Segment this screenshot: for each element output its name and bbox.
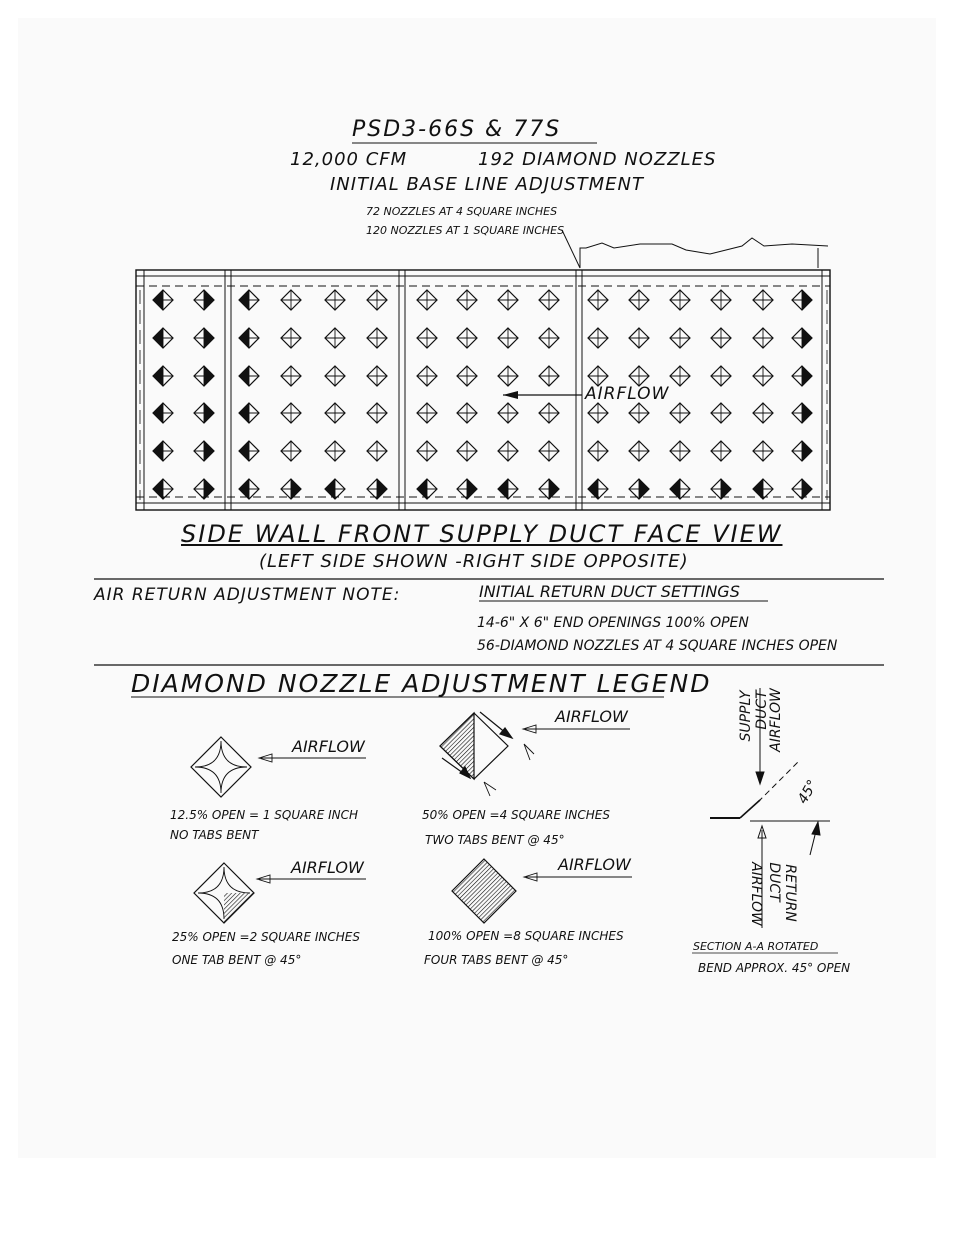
nozzle-diamond — [711, 441, 731, 461]
nozzle-diamond — [367, 479, 387, 499]
legend-open-text: 100% OPEN =8 SQUARE INCHES — [428, 929, 624, 943]
break-line — [580, 238, 828, 268]
nozzle-diamond — [753, 366, 773, 386]
nozzle-diamond — [239, 479, 259, 499]
nozzle-diamond — [539, 328, 559, 348]
nozzle-diamond — [153, 328, 173, 348]
nozzle-diamond — [239, 290, 259, 310]
nozzle-diamond — [325, 290, 345, 310]
legend-airflow-label: AIRFLOW — [555, 707, 628, 726]
nozzle-diamond — [539, 403, 559, 423]
nozzle-diamond — [588, 441, 608, 461]
nozzle-diamond — [539, 366, 559, 386]
legend-diamond-one-tab — [194, 863, 254, 923]
nozzle-diamond — [281, 290, 301, 310]
nozzle-diamond — [498, 479, 518, 499]
nozzle-diamond — [792, 403, 812, 423]
model-title: PSD3-66S & 77S — [352, 117, 562, 142]
nozzle-diamond — [588, 328, 608, 348]
legend-tabs-text: TWO TABS BENT @ 45° — [425, 833, 565, 847]
nozzle-diamond — [539, 441, 559, 461]
nozzle-diamond — [239, 328, 259, 348]
nozzle-diamond — [194, 479, 214, 499]
nozzle-diamond — [588, 290, 608, 310]
return-line-2: 56-DIAMOND NOZZLES AT 4 SQUARE INCHES OPEN — [477, 638, 838, 654]
nozzle-diamond — [498, 441, 518, 461]
nozzle-diamond — [711, 403, 731, 423]
legend-airflow-label: AIRFLOW — [292, 737, 365, 756]
nozzle-diamond — [194, 403, 214, 423]
nozzle-diamond — [194, 441, 214, 461]
nozzle-diamond — [239, 366, 259, 386]
nozzle-diamond — [367, 328, 387, 348]
setting-line-1: 72 NOZZLES AT 4 SQUARE INCHES — [366, 205, 558, 218]
return-label: RETURN — [782, 864, 798, 922]
nozzle-diamond — [417, 479, 437, 499]
return-settings-title: INITIAL RETURN DUCT SETTINGS — [479, 582, 740, 601]
nozzle-diamond — [753, 479, 773, 499]
nozzle-diamond — [457, 479, 477, 499]
nozzle-diamond — [281, 403, 301, 423]
nozzle-diamond — [498, 366, 518, 386]
cfm-label: 12,000 CFM — [290, 149, 408, 170]
nozzle-diamond — [792, 441, 812, 461]
legend-diamond-two-tabs — [440, 712, 534, 796]
nozzle-diamond — [629, 366, 649, 386]
supply-airflow-label: AIRFLOW — [768, 688, 784, 752]
nozzle-diamond — [367, 290, 387, 310]
duct-airflow-label: AIRFLOW — [585, 384, 670, 404]
legend-tabs-text: NO TABS BENT — [170, 828, 259, 842]
nozzle-diamond — [711, 290, 731, 310]
nozzle-diamond — [629, 403, 649, 423]
duct-frame — [136, 270, 830, 510]
nozzle-diamond — [753, 403, 773, 423]
nozzle-diamond — [325, 403, 345, 423]
nozzle-diamond — [417, 290, 437, 310]
legend-open-text: 50% OPEN =4 SQUARE INCHES — [422, 808, 610, 822]
nozzle-diamond — [153, 441, 173, 461]
nozzle-diamond — [457, 441, 477, 461]
nozzle-diamond — [417, 328, 437, 348]
nozzle-diamond — [367, 366, 387, 386]
nozzle-diamond — [670, 479, 690, 499]
return-airflow-label: AIRFLOW — [748, 862, 764, 926]
nozzle-diamond — [629, 441, 649, 461]
nozzle-diamond — [629, 479, 649, 499]
nozzle-diamond — [670, 403, 690, 423]
nozzle-diamond — [539, 479, 559, 499]
nozzle-diamond — [588, 479, 608, 499]
nozzle-diamond — [153, 403, 173, 423]
nozzle-diamond — [792, 328, 812, 348]
nozzle-diamond — [281, 441, 301, 461]
angle-label: 45° — [794, 777, 822, 807]
nozzle-diamond — [498, 328, 518, 348]
nozzle-diamond — [325, 328, 345, 348]
nozzle-diamond — [457, 403, 477, 423]
legend-tabs-text: ONE TAB BENT @ 45° — [172, 953, 302, 967]
nozzle-diamond — [539, 290, 559, 310]
return-duct-label: DUCT — [766, 862, 782, 902]
nozzle-diamond — [457, 328, 477, 348]
nozzle-diamond — [417, 366, 437, 386]
setting-line-2: 120 NOZZLES AT 1 SQUARE INCHES — [366, 224, 565, 237]
nozzle-diamond — [367, 441, 387, 461]
nozzle-diamond — [498, 290, 518, 310]
nozzle-diamond — [153, 366, 173, 386]
nozzle-diamond — [153, 290, 173, 310]
nozzle-diamond — [670, 441, 690, 461]
nozzle-diamond — [670, 328, 690, 348]
legend-diamond-four-tabs — [452, 859, 516, 923]
nozzle-grid — [153, 290, 812, 499]
nozzle-diamond — [629, 328, 649, 348]
nozzle-diamond — [753, 441, 773, 461]
nozzle-diamond — [670, 366, 690, 386]
nozzle-count: 192 DIAMOND NOZZLES — [478, 149, 717, 170]
nozzle-diamond — [281, 479, 301, 499]
nozzle-diamond — [711, 328, 731, 348]
section-note: BEND APPROX. 45° OPEN — [698, 961, 851, 975]
nozzle-diamond — [588, 366, 608, 386]
nozzle-diamond — [753, 290, 773, 310]
nozzle-diamond — [239, 441, 259, 461]
legend-diamond-closed — [191, 737, 251, 797]
nozzle-diamond — [670, 290, 690, 310]
supply-duct-label: DUCT — [754, 690, 770, 730]
nozzle-diamond — [417, 441, 437, 461]
nozzle-diamond — [457, 290, 477, 310]
legend-airflow-label: AIRFLOW — [558, 855, 631, 874]
return-line-1: 14-6" X 6" END OPENINGS 100% OPEN — [477, 615, 749, 631]
nozzle-diamond — [194, 328, 214, 348]
legend-open-text: 12.5% OPEN = 1 SQUARE INCH — [170, 808, 359, 822]
nozzle-diamond — [457, 366, 477, 386]
adjustment-title: INITIAL BASE LINE ADJUSTMENT — [330, 174, 644, 195]
return-note-label: AIR RETURN ADJUSTMENT NOTE: — [94, 585, 401, 605]
legend-open-text: 25% OPEN =2 SQUARE INCHES — [172, 930, 360, 944]
nozzle-diamond — [325, 479, 345, 499]
leader-line — [562, 230, 580, 268]
nozzle-diamond — [194, 366, 214, 386]
nozzle-diamond — [239, 403, 259, 423]
nozzle-diamond — [325, 441, 345, 461]
nozzle-diamond — [417, 403, 437, 423]
nozzle-diamond — [711, 479, 731, 499]
nozzle-diamond — [153, 479, 173, 499]
nozzle-diamond — [281, 328, 301, 348]
nozzle-diamond — [753, 328, 773, 348]
supply-label: SUPPLY — [738, 690, 754, 742]
duct-view-subtitle: (LEFT SIDE SHOWN -RIGHT SIDE OPPOSITE) — [259, 551, 689, 572]
nozzle-diamond — [792, 479, 812, 499]
nozzle-diamond — [194, 290, 214, 310]
nozzle-diamond — [498, 403, 518, 423]
duct-view-title: SIDE WALL FRONT SUPPLY DUCT FACE VIEW — [181, 520, 783, 548]
nozzle-diamond — [588, 403, 608, 423]
legend-tabs-text: FOUR TABS BENT @ 45° — [424, 953, 569, 967]
nozzle-diamond — [711, 366, 731, 386]
nozzle-diamond — [325, 366, 345, 386]
nozzle-diamond — [629, 290, 649, 310]
section-title: SECTION A-A ROTATED — [693, 940, 819, 953]
nozzle-diamond — [281, 366, 301, 386]
nozzle-diamond — [367, 403, 387, 423]
legend-airflow-label: AIRFLOW — [291, 858, 364, 877]
nozzle-diamond — [792, 366, 812, 386]
nozzle-diamond — [792, 290, 812, 310]
legend-title: DIAMOND NOZZLE ADJUSTMENT LEGEND — [131, 669, 712, 698]
